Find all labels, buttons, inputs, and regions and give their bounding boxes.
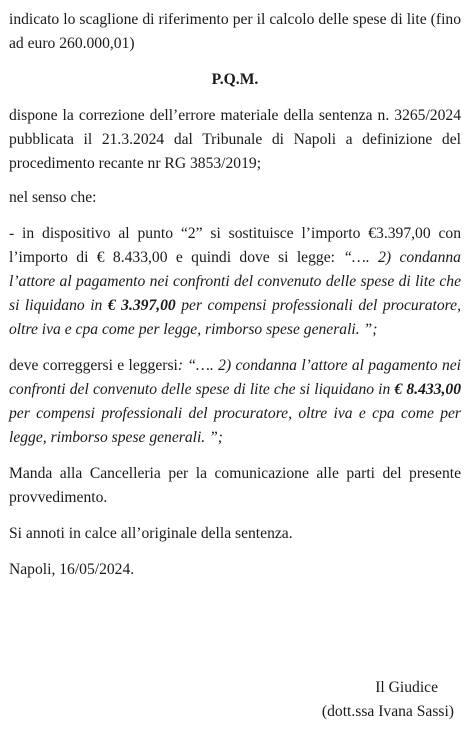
signature-block <box>254 676 454 724</box>
deve-paragraph <box>9 354 461 450</box>
place-date: Napoli, 16/05/2024. <box>9 561 135 578</box>
punto-amount: € 3.397,00 <box>107 297 176 314</box>
signature-role: Il Giudice <box>375 679 438 696</box>
dispone-paragraph: dispone la correzione dell’errore materiale della sentenza n. 3265/2024 pubblicata il 21.3.2024 dal Tribunale di Napoli a definizione del procedimento recante nr RG 3853/2019; <box>9 107 461 172</box>
intro-paragraph: indicato lo scaglione di riferimento per il calcolo delle spese di lite (fino ad euro 260.000,01) <box>9 11 461 52</box>
deve-amount: € 8.433,00 <box>394 381 461 398</box>
signature-name: (dott.ssa Ivana Sassi) <box>321 703 454 720</box>
punto-lead: - in dispositivo al punto “2” si sostituisce l’importo €3.397,00 con l’importo di € 8.433,00 e quindi dove si legge: <box>9 225 461 266</box>
nel-senso-paragraph: nel senso che: <box>9 189 97 206</box>
punto-paragraph <box>9 222 461 342</box>
deve-quote-b: per compensi professionali del procuratore, oltre iva e cpa come per legge, rimborso spese generali. ”; <box>9 405 461 446</box>
deve-lead: deve correggersi e leggersi <box>9 357 178 374</box>
deve-quote-a: : “…. 2) condanna l’attore al pagamento nei confronti del convenuto delle spese di lite che si liquidano in <box>9 357 461 398</box>
annoti-paragraph: Si annoti in calce all’originale della sentenza. <box>9 525 293 542</box>
manda-paragraph: Manda alla Cancelleria per la comunicazione alle parti del presente provvedimento. <box>9 465 461 506</box>
punto-quote-a: “…. 2) condanna l’attore al pagamento nei confronti del convenuto delle spese di lite che si liquidano in <box>9 249 461 314</box>
punto-quote-b: per compensi professionali del procuratore, oltre iva e cpa come per legge, rimborso spese generali. ”; <box>9 297 461 338</box>
pqm-heading: P.Q.M. <box>211 71 259 88</box>
document-page <box>9 8 461 582</box>
